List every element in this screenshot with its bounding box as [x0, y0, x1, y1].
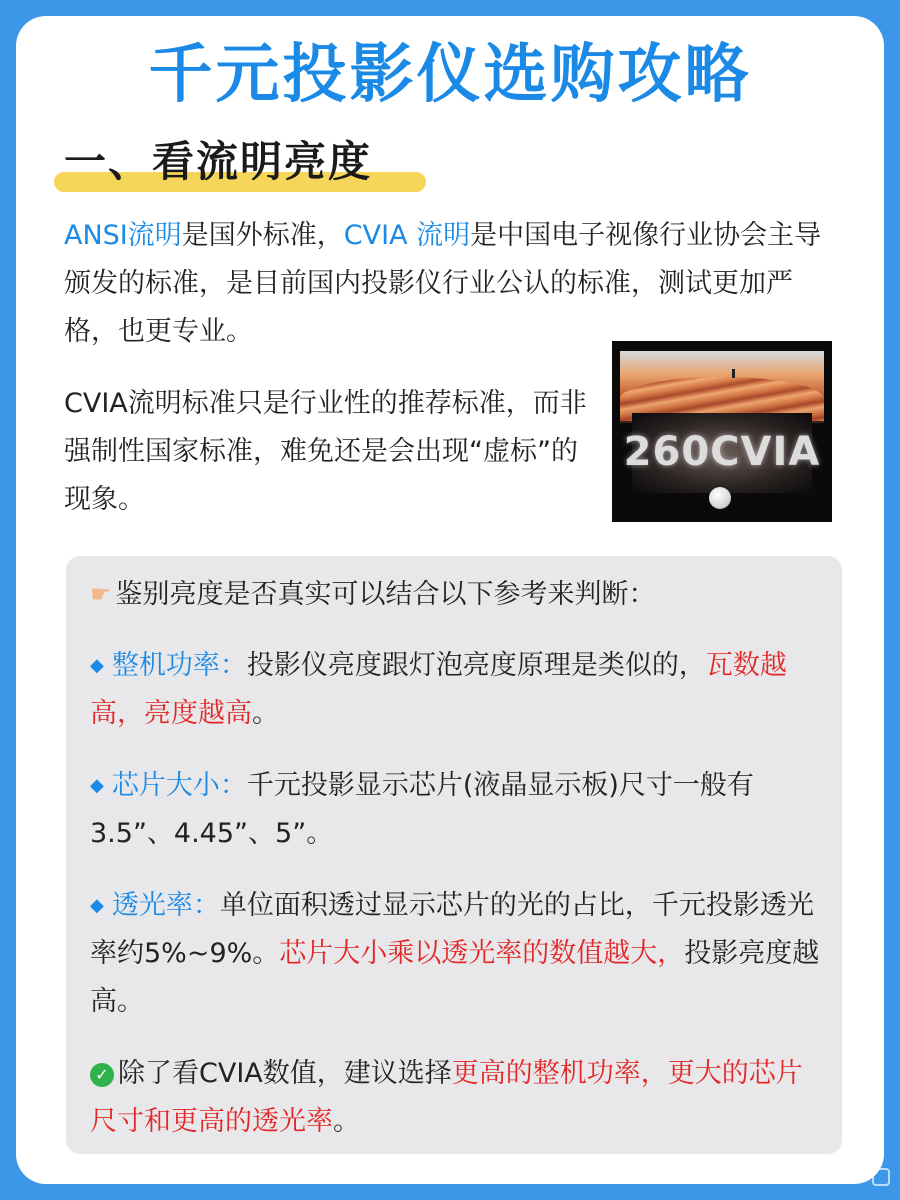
tip-power [90, 642, 820, 738]
tip-text-end: 。 [252, 698, 279, 729]
paragraph-ansi-cvia [64, 212, 836, 356]
tip-label: 整机功率： [111, 650, 247, 681]
conclusion [90, 1050, 820, 1146]
section-heading: 一、看流明亮度 [64, 137, 373, 186]
tip-transmittance [90, 882, 820, 1026]
ansi-term: ANSI流明 [64, 220, 182, 251]
paragraph-text: 是中国电子视像行业协会主导颁发的标准，是目前国内投影仪行业公认的标准，测试更加严格，也更专业。 [64, 220, 822, 347]
cvia-term: CVIA 流明 [343, 220, 471, 251]
tip-label: 芯片大小： [111, 770, 247, 801]
tips-intro-text: 鉴别亮度是否真实可以结合以下参考来判断： [115, 579, 656, 610]
pointing-hand-icon: ☛ [90, 580, 112, 608]
tip-text-end: 投影亮度越高。 [90, 938, 820, 1017]
paragraph-cvia-standard: CVIA流明标准只是行业性的推荐标准，而非强制性国家标准，难免还是会出现“虚标”的现象。 [64, 388, 587, 515]
corner-mark-icon [872, 1168, 890, 1186]
tip-chip-size [90, 762, 820, 858]
conclusion-text: 除了看CVIA数值，建议选择 [118, 1058, 452, 1089]
check-circle-icon: ✓ [90, 1063, 114, 1087]
image-overlay-text: 260CVIA [623, 429, 821, 475]
paragraph-text: 是国外标准， [181, 220, 344, 251]
conclusion-highlight: 更高的整机功率，更大的芯片尺寸和更高的透光率 [90, 1058, 803, 1137]
projector-image [612, 341, 832, 522]
tips-intro [90, 570, 820, 619]
tip-text: 单位面积透过显示芯片的光的占比，千元投影透光率约5%~9%。 [90, 890, 814, 969]
diamond-bullet-icon: ◆ [90, 775, 104, 796]
tip-text: 千元投影显示芯片(液晶显示板)尺寸一般有3.5”、4.45”、5”。 [90, 770, 754, 849]
diamond-bullet-icon: ◆ [90, 655, 104, 676]
page-title: 千元投影仪选购攻略 [148, 38, 752, 112]
conclusion-end: 。 [333, 1106, 360, 1137]
tip-highlight: 芯片大小乘以透光率的数值越大， [279, 938, 685, 969]
tip-highlight: 瓦数越高，亮度越高 [90, 650, 787, 729]
tip-text: 投影仪亮度跟灯泡亮度原理是类似的， [246, 650, 706, 681]
diamond-bullet-icon: ◆ [90, 895, 104, 916]
projector-device [709, 487, 731, 509]
person-figure [732, 369, 735, 378]
tip-label: 透光率： [111, 890, 220, 921]
